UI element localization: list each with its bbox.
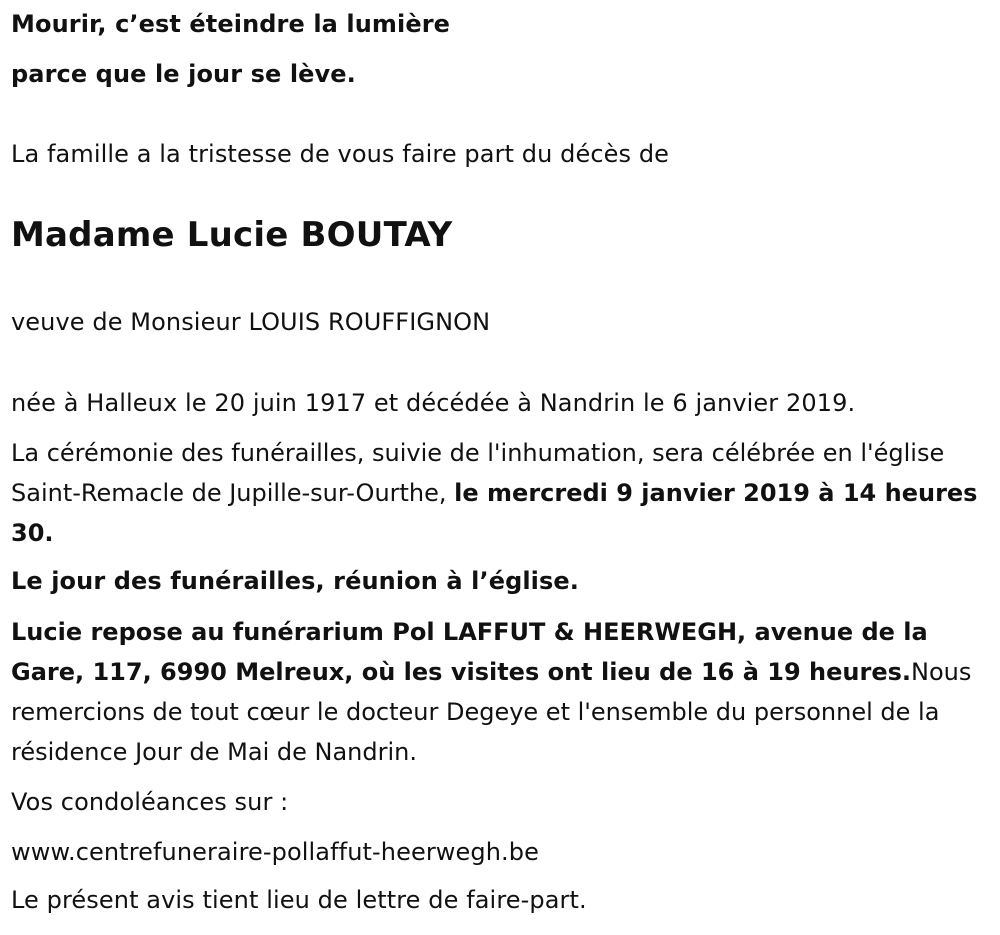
funeral-home-text: Lucie repose au funérarium Pol LAFFUT & HEERWEGH, avenue de la Gare, 117, 6990 Melreux, où les visites ont lieu de 16 à 19 heures. bbox=[11, 618, 928, 686]
intro-text: La famille a la tristesse de vous faire part du décès de bbox=[11, 140, 670, 168]
rest-paragraph bbox=[11, 612, 986, 772]
ceremony-text: La cérémonie des funérailles, suivie de l'inhumation, sera célébrée en l'église Saint-Remacle de Jupille-sur-Ourthe, bbox=[11, 439, 945, 507]
thanks-text: Nous remercions de tout cœur le docteur Degeye et l'ensemble du personnel de la résidence Jour de Mai de Nandrin. bbox=[11, 658, 972, 766]
birth-death-text: née à Halleux le 20 juin 1917 et décédée à Nandrin le 6 janvier 2019. bbox=[11, 389, 856, 417]
ceremony-datetime: le mercredi 9 janvier 2019 à 14 heures 30. bbox=[11, 479, 978, 547]
condolences-label: Vos condoléances sur : bbox=[11, 788, 289, 816]
deceased-name: Madame Lucie BOUTAY bbox=[11, 215, 453, 255]
website-link[interactable]: www.centrefuneraire-pollaffut-heerwegh.be bbox=[11, 838, 539, 866]
ceremony-paragraph bbox=[11, 433, 986, 553]
closing-text: Le présent avis tient lieu de lettre de faire-part. bbox=[11, 886, 587, 914]
gathering-text: Le jour des funérailles, réunion à l’église. bbox=[11, 567, 579, 595]
widow-of-text: veuve de Monsieur LOUIS ROUFFIGNON bbox=[11, 308, 491, 336]
epigraph-line-1: Mourir, c’est éteindre la lumière bbox=[11, 10, 451, 38]
epigraph-line-2: parce que le jour se lève. bbox=[11, 60, 356, 88]
